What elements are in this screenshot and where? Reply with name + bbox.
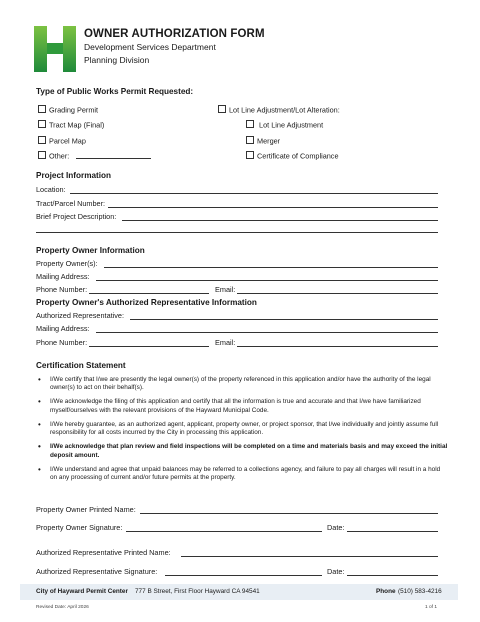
list-item: • I/We hereby guarantee, as an authorized agent, applicant, property owner, or project sponsor, that I/we individually and jointly assume full responsibility for all costs incurred by the City in processing this application. (38, 419, 439, 437)
owner-mailing-label: Mailing Address: (36, 272, 90, 281)
checkbox-icon[interactable] (38, 105, 46, 113)
rep-signature-label: Authorized Representative Signature: (36, 567, 158, 576)
division-name: Planning Division (84, 55, 150, 65)
city-logo (34, 26, 76, 72)
owner-signature-label: Property Owner Signature: (36, 523, 123, 532)
tract-field[interactable] (108, 207, 438, 208)
checkbox-certificate[interactable]: Certificate of Compliance (246, 151, 339, 161)
rep-label: Authorized Representative: (36, 311, 125, 320)
footer-phone-label: Phone (376, 588, 396, 595)
checkbox-icon[interactable] (246, 120, 254, 128)
list-item: • I/We understand and agree that unpaid balances may be referred to a collections agency, and failure to pay all charges will result in a hold on any processing of current and/or future permits at the property. (38, 464, 441, 482)
rep-date-field[interactable] (347, 575, 438, 576)
checkbox-icon[interactable] (38, 136, 46, 144)
rep-field[interactable] (130, 319, 438, 320)
checkbox-icon[interactable] (38, 120, 46, 128)
certification-heading: Certification Statement (36, 361, 126, 370)
rep-mailing-label: Mailing Address: (36, 324, 90, 333)
permit-type-heading: Type of Public Works Permit Requested: (36, 87, 194, 96)
owner-label: Property Owner(s): (36, 259, 98, 268)
description-field-line2[interactable] (36, 232, 438, 233)
checkbox-icon[interactable] (246, 136, 254, 144)
rep-name-field[interactable] (181, 556, 438, 557)
tract-label: Tract/Parcel Number: (36, 199, 106, 208)
list-item: • I/We acknowledge that plan review and field inspections will be completed on a time and materials basis and may exceed the initial deposit amount. (38, 442, 448, 459)
department-name: Development Services Department (84, 42, 216, 52)
rep-email-field[interactable] (237, 346, 438, 347)
rep-heading: Property Owner's Authorized Representative Information (36, 298, 257, 307)
owner-field[interactable] (104, 267, 438, 268)
footer-phone: (510) 583-4216 (398, 588, 442, 595)
rep-mailing-field[interactable] (96, 332, 438, 333)
checkbox-tract-map[interactable]: Tract Map (Final) (38, 120, 104, 130)
owner-mailing-field[interactable] (96, 280, 438, 281)
footer-center: City of Hayward Permit Center (36, 588, 128, 595)
rep-signature-field[interactable] (165, 575, 322, 576)
owner-signature-field[interactable] (126, 531, 322, 532)
checkbox-icon[interactable] (218, 105, 226, 113)
owner-name-field[interactable] (140, 513, 438, 514)
owner-heading: Property Owner Information (36, 246, 145, 255)
owner-date-field[interactable] (347, 531, 438, 532)
footer-address: 777 B Street, First Floor Hayward CA 94541 (135, 588, 260, 595)
owner-phone-label: Phone Number: (36, 285, 88, 294)
page-number: 1 of 1 (425, 605, 438, 610)
owner-phone-field[interactable] (89, 293, 209, 294)
checkbox-icon[interactable] (38, 151, 46, 159)
form-title: OWNER AUTHORIZATION FORM (84, 28, 265, 40)
location-field[interactable] (70, 193, 438, 194)
project-heading: Project Information (36, 171, 112, 180)
checkbox-parcel-map[interactable]: Parcel Map (38, 136, 86, 146)
list-item: • I/We certify that I/we are presently the legal owner(s) of the property referenced in this application and/or have the authority of the legal owner(s) to act on their behalf(s). (38, 375, 431, 392)
rep-email-label: Email: (215, 338, 236, 347)
other-input-line[interactable] (76, 158, 151, 159)
checkbox-lot-line-adjustment[interactable]: Lot Line Adjustment (246, 120, 323, 130)
owner-date-label: Date: (327, 523, 345, 532)
checkbox-lot-line-main[interactable]: Lot Line Adjustment/Lot Alteration: (218, 105, 340, 115)
description-field[interactable] (122, 220, 438, 221)
rep-date-label: Date: (327, 567, 345, 576)
rep-phone-field[interactable] (89, 346, 209, 347)
description-label: Brief Project Description: (36, 212, 117, 221)
checkbox-icon[interactable] (246, 151, 254, 159)
checkbox-grading[interactable]: Grading Permit (38, 105, 98, 115)
certification-list (36, 376, 448, 488)
revised-date: Revised Date: April 2026 (36, 605, 89, 610)
rep-name-label: Authorized Representative Printed Name: (36, 548, 171, 557)
list-item: • I/We acknowledge the filing of this application and certify that all the information is true and accurate and that I/we have familiarized myself/ourselves with the relevant provisions of the Hayward Municipal Code. (38, 397, 421, 414)
location-label: Location: (36, 185, 66, 194)
checkbox-other[interactable]: Other: (38, 151, 69, 161)
checkbox-merger[interactable]: Merger (246, 136, 280, 146)
owner-email-field[interactable] (237, 293, 438, 294)
owner-name-label: Property Owner Printed Name: (36, 505, 136, 514)
owner-email-label: Email: (215, 285, 236, 294)
rep-phone-label: Phone Number: (36, 338, 88, 347)
